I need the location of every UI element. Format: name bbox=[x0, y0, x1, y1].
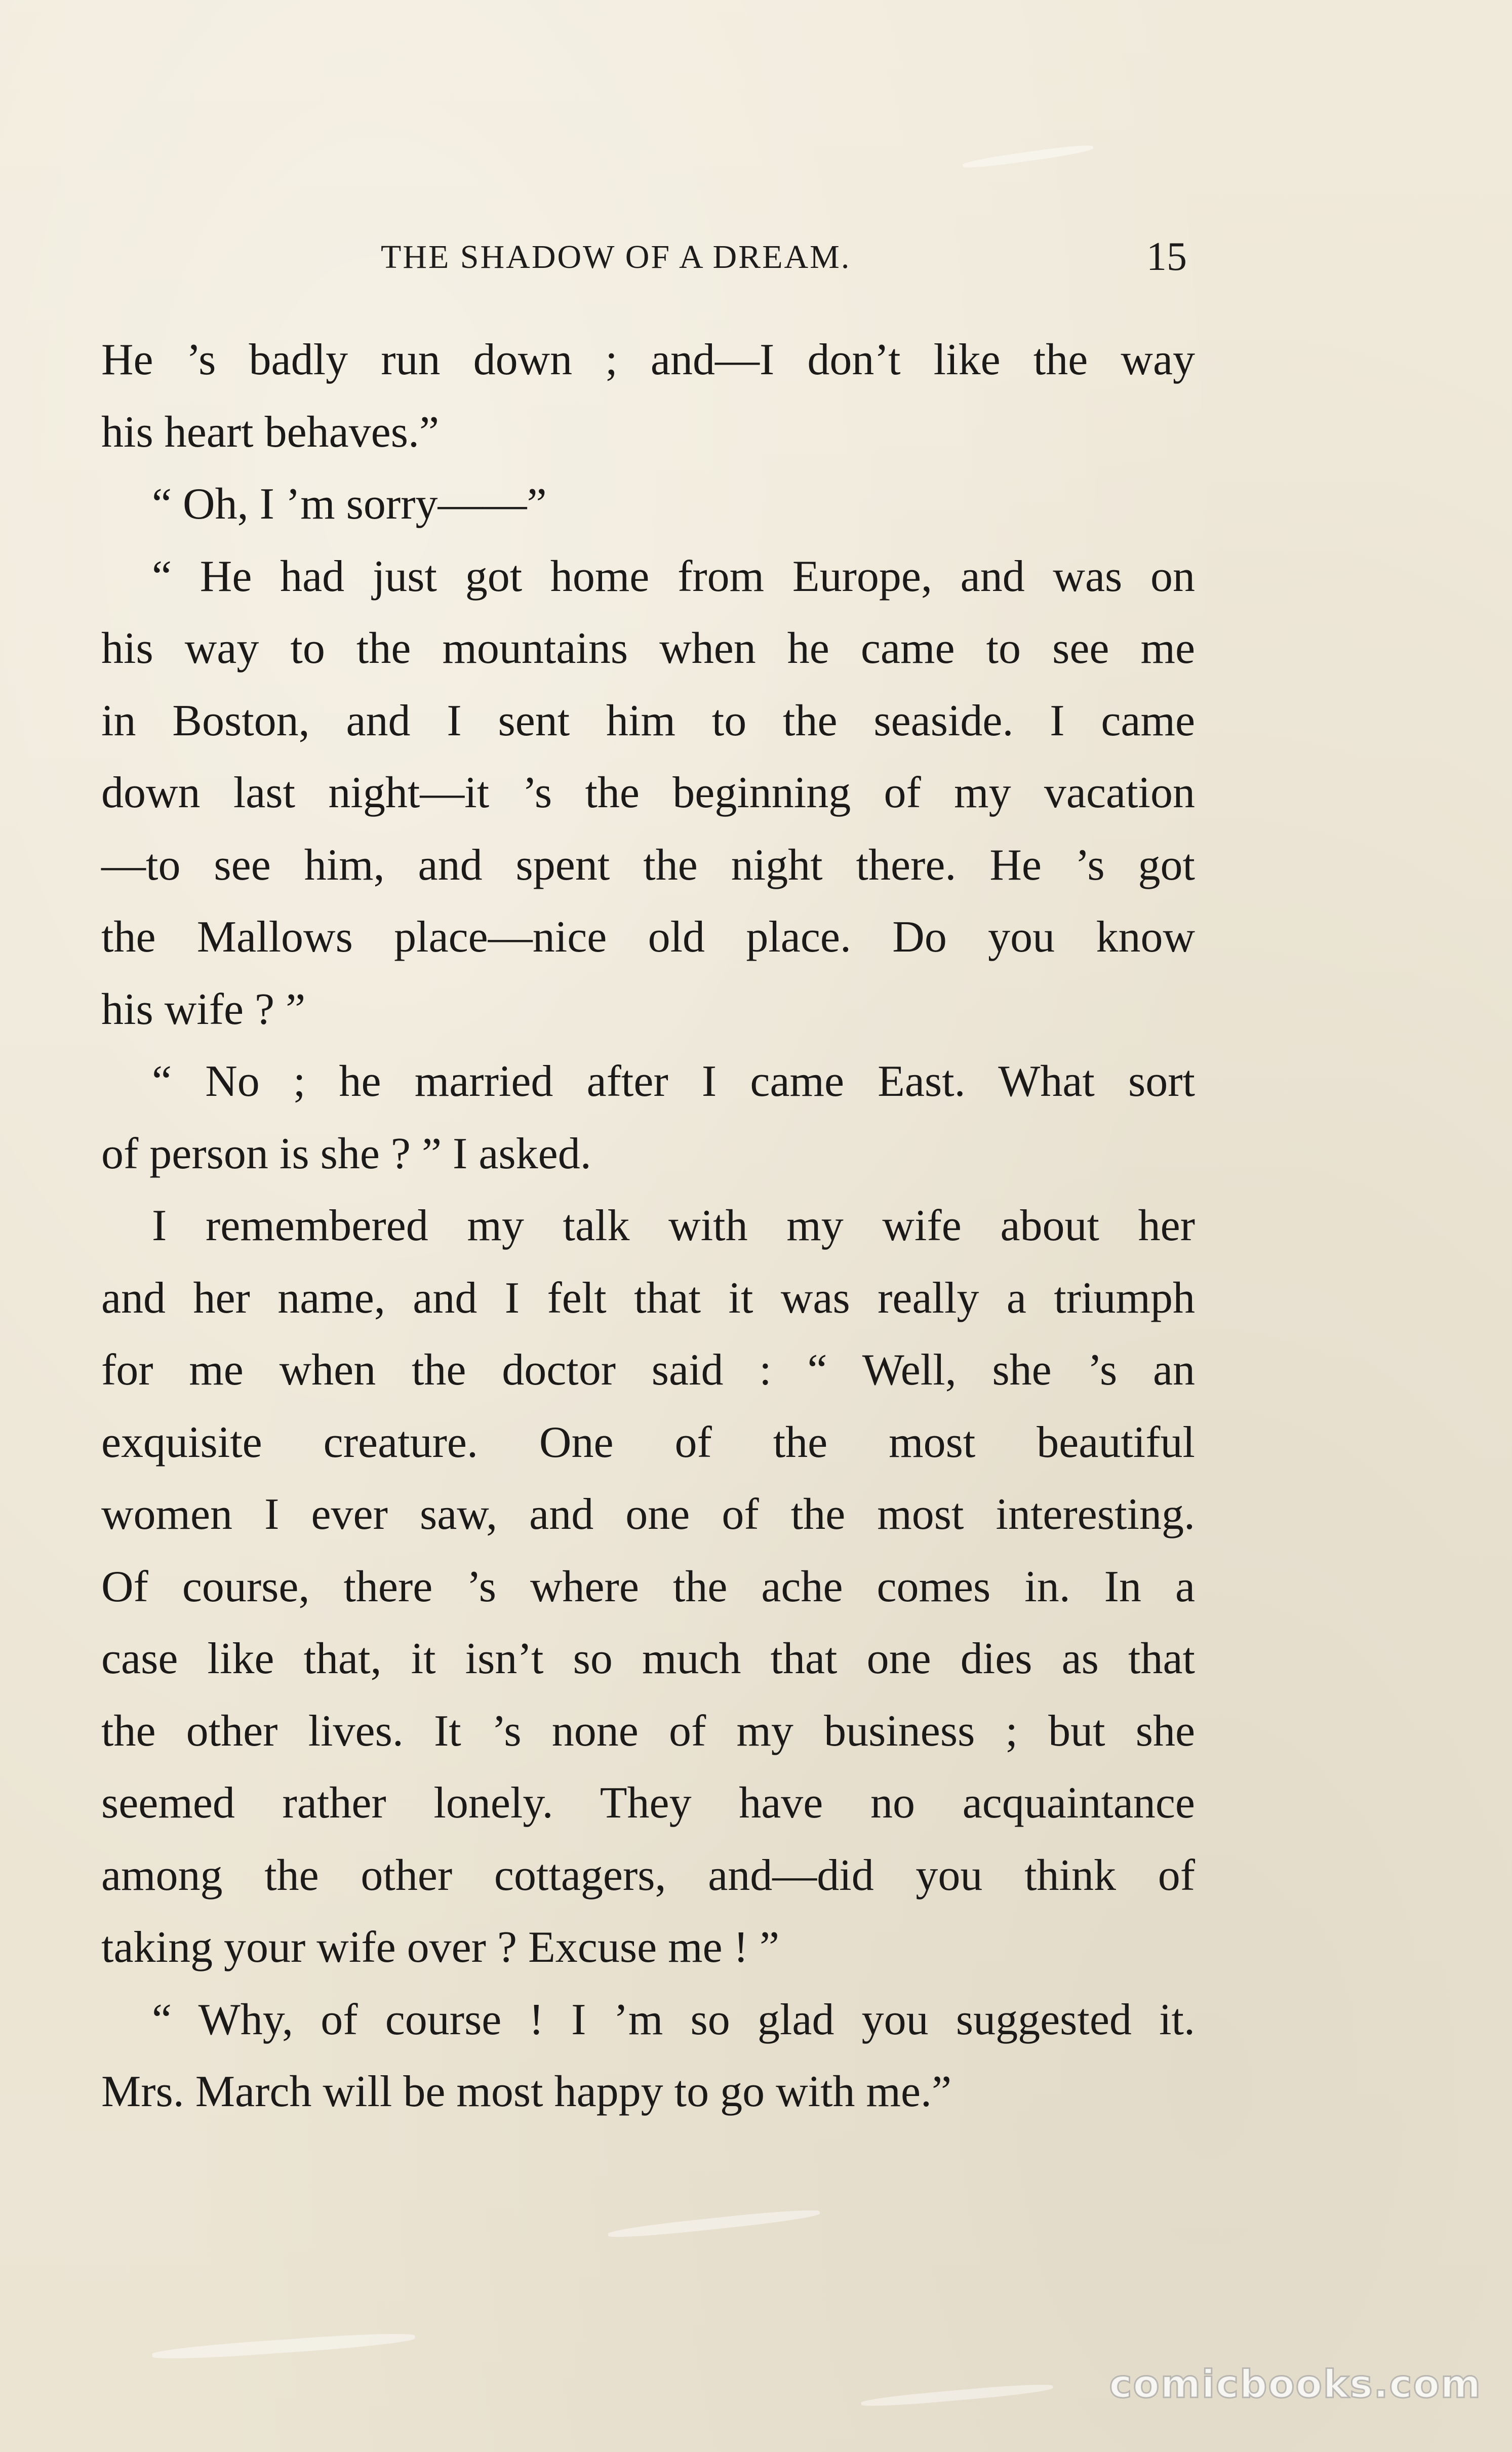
text-line: “ Why, of course ! I ’m so glad you suggested it. bbox=[152, 1995, 1195, 2044]
text-line: his wife ? ” bbox=[101, 984, 306, 1034]
text-line: He ’s badly run down ; and—I don’t like the way bbox=[101, 335, 1195, 384]
text-line: in Boston, and I sent him to the seaside. I came bbox=[101, 696, 1195, 745]
page-number: 15 bbox=[1146, 234, 1187, 279]
text-line: women I ever saw, and one of the most interesting. bbox=[101, 1490, 1195, 1539]
text-line: of person is she ? ” I asked. bbox=[101, 1129, 591, 1178]
text-line: for me when the doctor said : “ Well, she ’s an bbox=[101, 1346, 1195, 1395]
watermark: comicbooks.com bbox=[1109, 2361, 1482, 2406]
text-line: and her name, and I felt that it was really a triumph bbox=[101, 1273, 1195, 1323]
running-header: THE SHADOW OF A DREAM. bbox=[381, 239, 851, 275]
text-line: down last night—it ’s the beginning of my vacation bbox=[101, 768, 1195, 817]
text-line: “ Oh, I ’m sorry——” bbox=[152, 480, 547, 529]
text-line: “ He had just got home from Europe, and was on bbox=[152, 551, 1195, 601]
paper-scuff bbox=[152, 2330, 416, 2362]
text-line: I remembered my talk with my wife about her bbox=[152, 1201, 1195, 1250]
text-line: —to see him, and spent the night there. He ’s got bbox=[101, 840, 1195, 890]
text-line: exquisite creature. One of the most beautiful bbox=[101, 1417, 1195, 1467]
text-line: Of course, there ’s where the ache comes in. In a bbox=[101, 1562, 1195, 1611]
text-line: the Mallows place—nice old place. Do you know bbox=[101, 913, 1195, 962]
text-line: seemed rather lonely. They have no acquaintance bbox=[101, 1778, 1195, 1828]
text-line: case like that, it isn’t so much that one dies as that bbox=[101, 1634, 1195, 1683]
text-line: his way to the mountains when he came to see me bbox=[101, 624, 1195, 673]
paper-scuff bbox=[962, 143, 1094, 170]
paper-scuff bbox=[861, 2382, 1053, 2408]
text-line: the other lives. It ’s none of my business ; but she bbox=[101, 1706, 1195, 1756]
text-line: Mrs. March will be most happy to go with me.” bbox=[101, 2067, 952, 2116]
text-line: his heart behaves.” bbox=[101, 407, 440, 457]
text-line: among the other cottagers, and—did you think of bbox=[101, 1850, 1195, 1900]
body-text bbox=[101, 324, 1195, 2128]
paper-scuff bbox=[608, 2207, 820, 2240]
text-line: taking your wife over ? Excuse me ! ” bbox=[101, 1923, 780, 1972]
text-line: “ No ; he married after I came East. What sort bbox=[152, 1057, 1195, 1106]
